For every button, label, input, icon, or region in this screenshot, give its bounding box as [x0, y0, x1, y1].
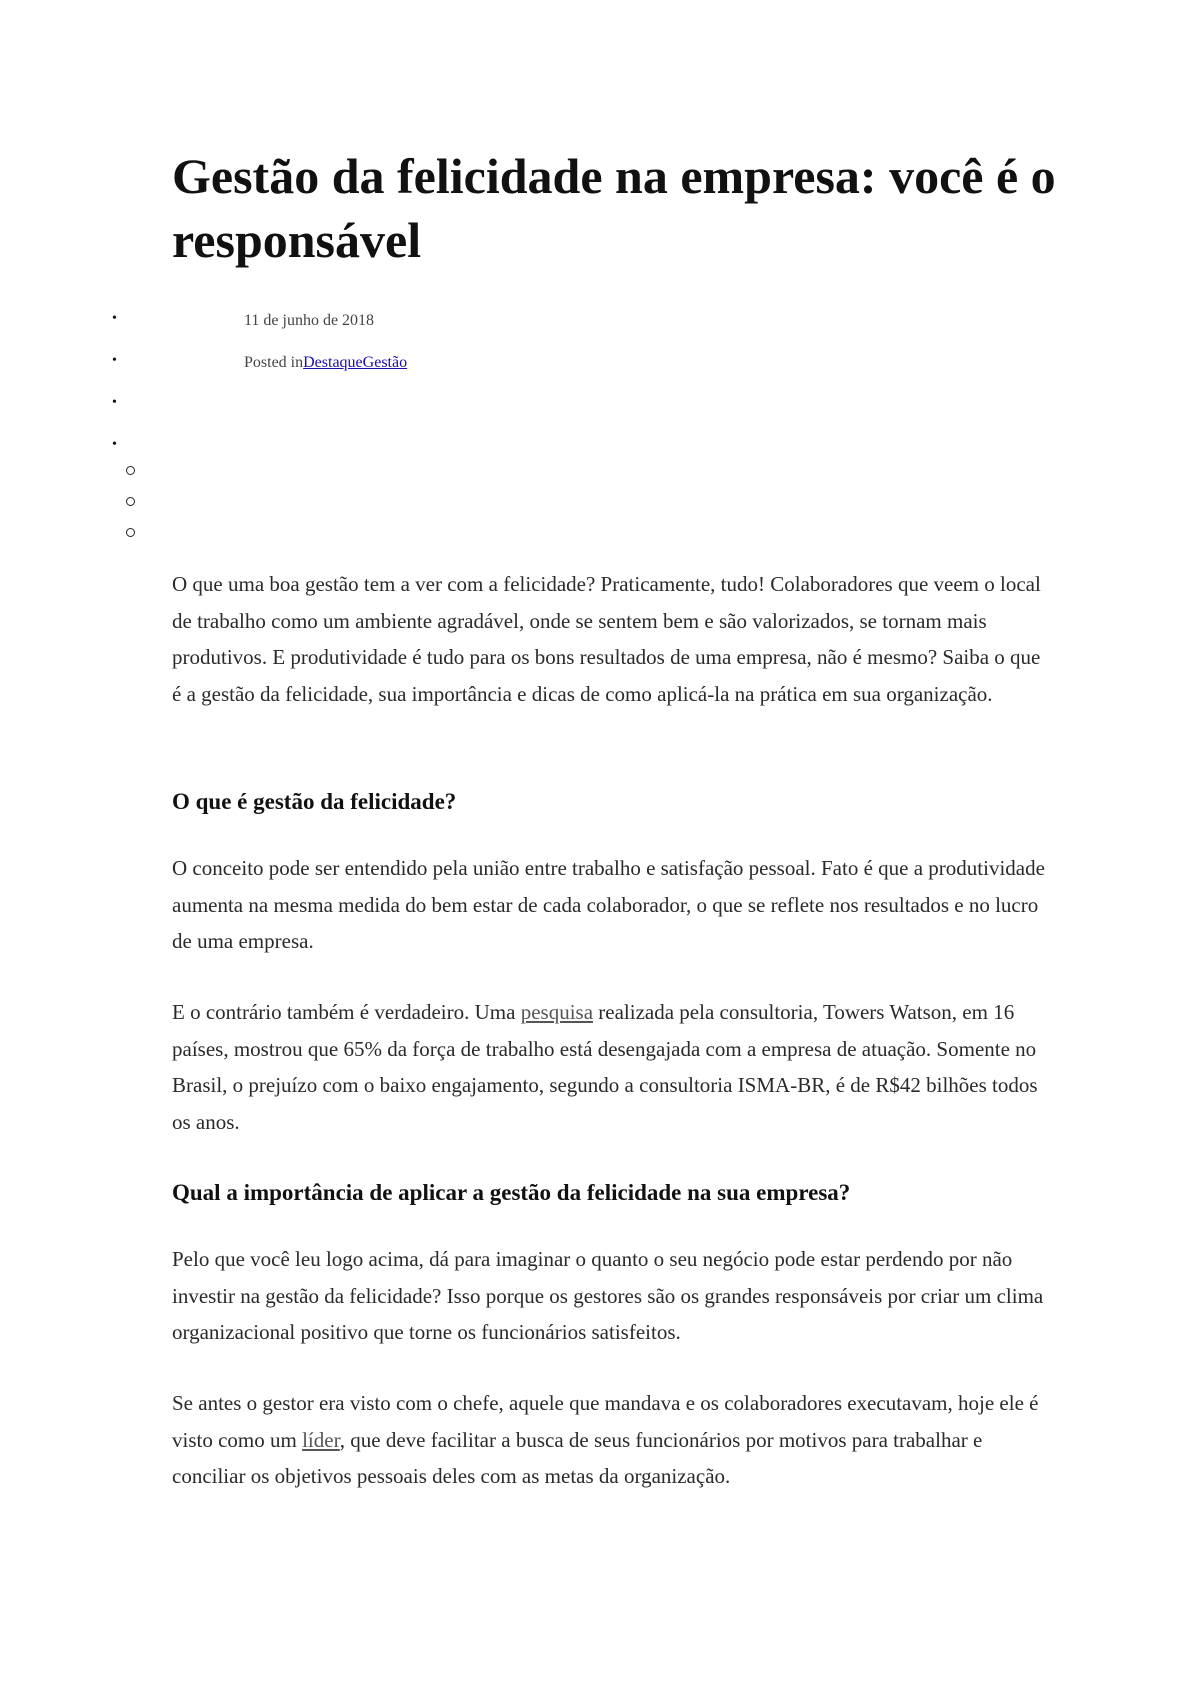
list-bullet: • — [112, 437, 117, 452]
body-paragraph — [172, 994, 1052, 1140]
category-link-destaque[interactable]: Destaque — [303, 354, 363, 371]
paragraph-text: realizada pela consultoria, Towers Watson, em 16 países, mostrou que 65% da força de trabalho está desengajada com a empresa de atuação. Somente no Brasil, o prejuízo com o baixo engajamento, segundo a consultoria ISMA-BR, é de R$42 bilhões todos os anos. — [172, 1000, 1038, 1134]
paragraph-text: E o contrário também é verdadeiro. Uma — [172, 1000, 521, 1024]
posted-in-label: Posted in — [244, 354, 304, 371]
list-bullet: • — [112, 353, 117, 368]
body-paragraph: Pelo que você leu logo acima, dá para imaginar o quanto o seu negócio pode estar perdendo por não investir na gestão da felicidade? Isso porque os gestores são os grandes responsáveis por criar um clima organizacional positivo que torne os funcionários satisfeitos. — [172, 1247, 1044, 1344]
paragraph-text: , que deve facilitar a busca de seus funcionários por motivos para trabalhar e conciliar os objetivos pessoais deles com as metas da organização. — [172, 1427, 983, 1488]
sublist-bullet — [126, 466, 135, 475]
list-bullet: • — [112, 311, 117, 326]
section-heading: O que é gestão da felicidade? — [172, 789, 457, 814]
post-categories — [244, 353, 407, 373]
section-heading: Qual a importância de aplicar a gestão da felicidade na sua empresa? — [172, 1180, 851, 1205]
paragraph-text: Se antes o gestor era visto com o chefe, aquele que mandava e os colaboradores executavam, hoje ele é visto como um — [172, 1391, 1039, 1452]
category-link-gestao[interactable]: Gestão — [362, 354, 408, 371]
post-date: 11 de junho de 2018 — [244, 312, 375, 329]
sublist-bullet — [126, 528, 135, 537]
pesquisa-link[interactable]: pesquisa — [520, 1000, 594, 1024]
lider-link[interactable]: líder — [302, 1427, 340, 1452]
body-paragraph — [172, 1385, 1052, 1495]
intro-paragraph: O que uma boa gestão tem a ver com a felicidade? Praticamente, tudo! Colaboradores que veem o local de trabalho como um ambiente agradável, onde se sentem bem e são valorizados, se tornam mais produtivos. E produtividade é tudo para os bons resultados de uma empresa, não é mesmo? Saiba o que é a gestão da felicidade, sua importância e dicas de como aplicá-la na prática em sua organização. — [172, 572, 1041, 706]
body-paragraph: O conceito pode ser entendido pela união entre trabalho e satisfação pessoal. Fato é que a produtividade aumenta na mesma medida do bem estar de cada colaborador, o que se reflete nos resultados e no lucro de uma empresa. — [172, 856, 1045, 953]
sublist-bullet — [126, 497, 135, 506]
article-title: Gestão da felicidade na empresa: você é o responsável — [172, 148, 1056, 268]
list-bullet: • — [112, 395, 117, 410]
